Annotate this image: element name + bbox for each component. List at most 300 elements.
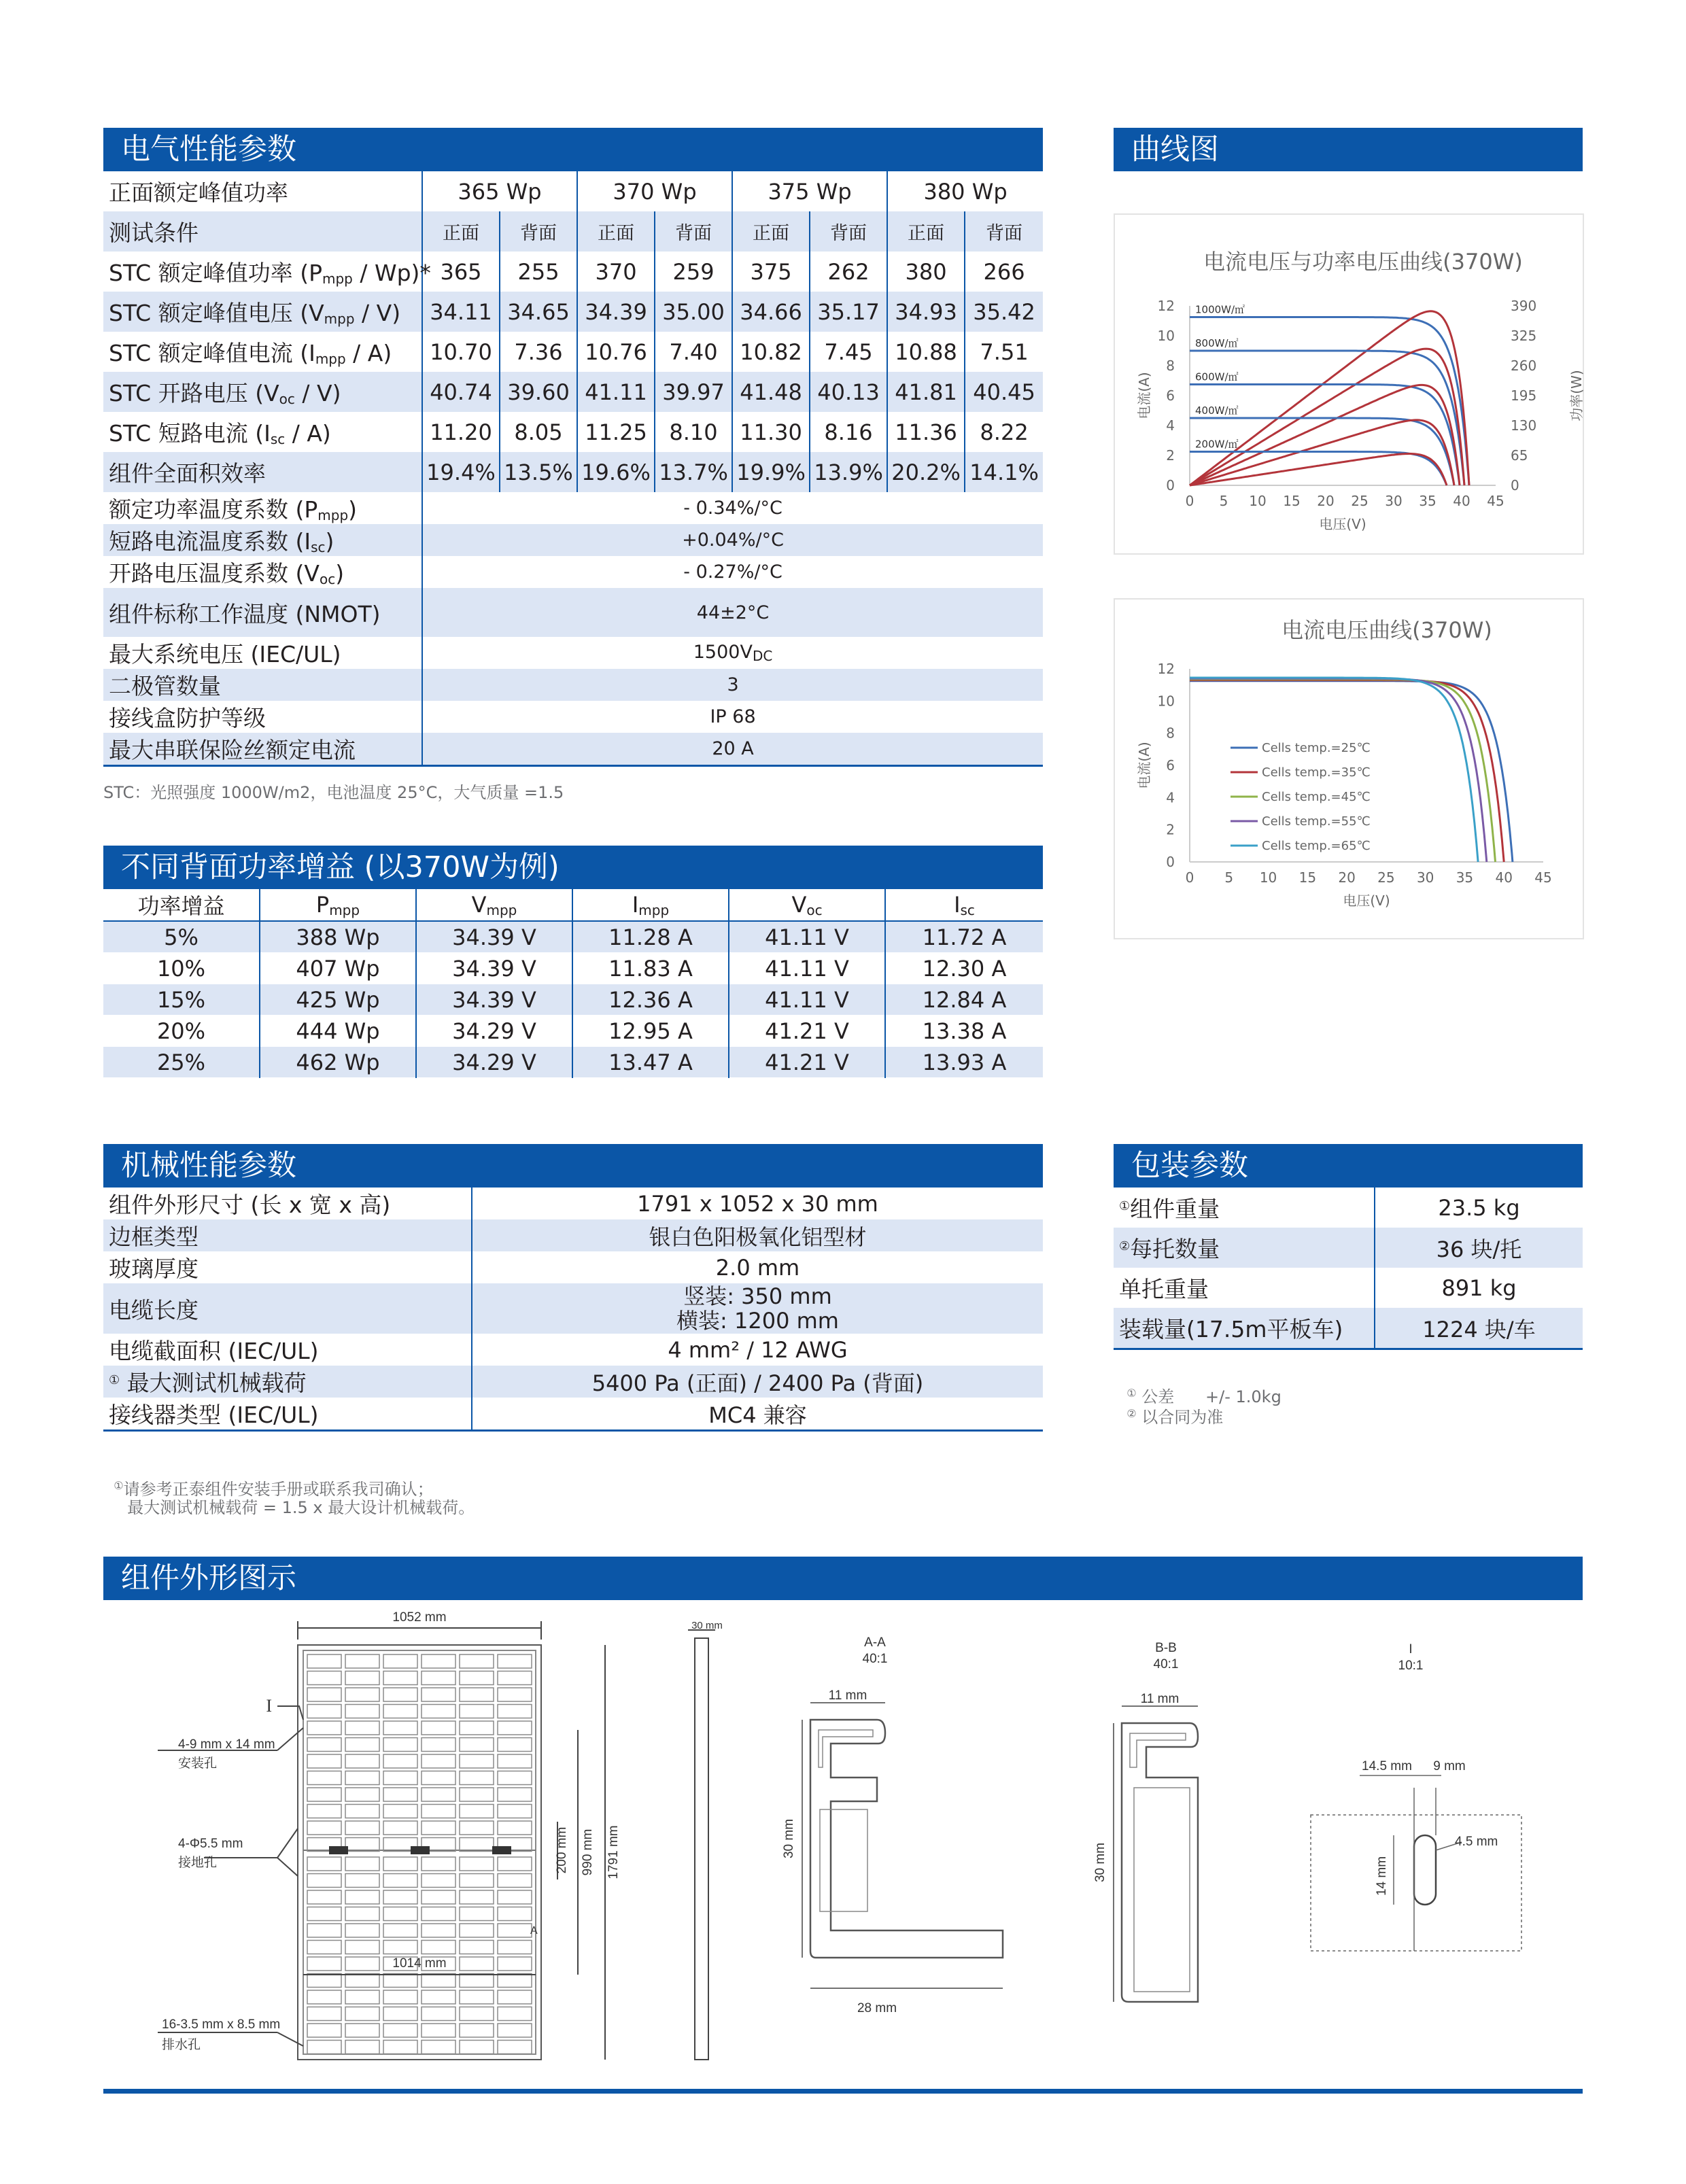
dim-28: 28 mm [857,2001,897,2015]
table-cell: 20.2% [887,452,965,492]
table-row [103,372,1043,412]
solar-cell [422,1788,455,1801]
solar-cell [422,1754,455,1768]
row-label: 组件全面积效率 [103,452,422,492]
x-tick-label: 10 [1259,869,1277,886]
table-cell: 23.5 kg [1438,1194,1520,1221]
table-cell: 365 [422,252,500,292]
solar-cell [422,1874,455,1888]
row-label-text: 每托数量 [1130,1236,1220,1262]
solar-cell [383,2024,417,2037]
dim-200: 200 mm [555,1826,569,1874]
y-tick-label: 8 [1166,358,1175,374]
note-line: 最大测试机械载荷 = 1.5 x 最大设计机械载荷。 [127,1498,475,1517]
cell-text: 1791 x 1052 x 30 mm [637,1190,878,1217]
column-header: $V_{mpp}$ [416,889,572,921]
dim-14-5: 14.5 mm [1362,1759,1412,1773]
table-cell: 41.21 V [729,1047,885,1078]
table-row [103,412,1043,452]
table-cell: 7.51 [980,339,1029,365]
table-cell [472,1251,1043,1283]
y-tick-label: 10 [1157,328,1175,344]
dim-30-a: 30 mm [782,1818,796,1859]
table-cell: 13.9% [810,452,887,492]
solar-cell [345,2007,379,2021]
table-cell: 背面 [965,211,1043,252]
table-cell: 35.00 [655,292,732,332]
column-header: $I_{sc}$ [885,889,1043,921]
solar-cell [422,1771,455,1785]
solar-cell [345,1941,379,1954]
table-cell: 19.9% [732,452,810,492]
table-cell: - 0.34%/°C [683,498,782,519]
column-header: $P_{mpp}$ [260,889,416,921]
table-cell: 370 [577,252,655,292]
table-cell: 11.30 [732,412,810,452]
row-label: STC 短路电流 $(I_{sc} / A)$ [103,412,422,452]
solar-cell [383,2041,417,2054]
solar-cell [307,1924,341,1937]
table-cell: 20 A [422,733,1043,766]
solar-cell [383,1738,417,1752]
solar-cell [460,1754,494,1768]
y-tick-label: 2 [1166,821,1175,838]
table-cell: 262 [810,252,887,292]
solar-cell [345,1754,379,1768]
section-a-marker: A [530,1925,538,1937]
solar-cell [460,1688,494,1701]
solar-cell [498,1974,532,1988]
legend-label: Cells temp.=35℃ [1262,765,1371,780]
solar-cell [460,1671,494,1685]
solar-cell [345,1821,379,1835]
cell-text: 4 mm² / 12 AWG [668,1336,848,1363]
table-cell: IP 68 [710,706,756,727]
dim-11-b: 11 mm [1140,1692,1180,1706]
solar-cell [498,1738,532,1752]
solar-cell [383,1957,417,1971]
cell-text: 5400 Pa (正面) / 2400 Pa (背面) [591,1370,924,1396]
row-label: 最大系统电压 (IEC/UL) [103,637,422,669]
table-cell: 10.76 [577,332,655,372]
table-cell: 13.38 A [885,1016,1043,1047]
solar-cell [460,1857,494,1871]
solar-cell [383,1754,417,1768]
dim-1791: 1791 mm [606,1825,621,1879]
mechanical-note [117,1475,475,1519]
table-cell: 背面 [500,211,577,252]
row-label: STC 额定峰值电压 $(V_{mpp} / V)$ [103,292,422,332]
solar-cell [460,1941,494,1954]
packaging-note [1116,1381,1223,1428]
table-cell: 36 块/托 [1375,1228,1583,1268]
solar-cell [345,1805,379,1818]
dim-11-a: 11 mm [828,1688,867,1703]
footnote-marker: ② [1126,1407,1137,1420]
solar-cell [460,2041,494,2054]
dim-990: 990 mm [581,1828,595,1876]
column-header: $V_{oc}$ [729,889,885,921]
dim-1014: 1014 mm [392,1956,447,1971]
solar-cell [460,1654,494,1668]
detail-i-scale: 10:1 [1398,1659,1424,1673]
irradiance-label: 200W/㎡ [1195,438,1239,451]
row-label [103,1283,472,1334]
footnote-marker: ① [1126,1387,1137,1400]
table-cell: 40.74 [422,372,500,412]
solar-cell [345,1990,379,2004]
table-cell [472,1219,1043,1251]
solar-cell [498,1838,532,1852]
x-tick-label: 30 [1385,493,1403,509]
table-cell: 10% [103,953,260,984]
power-class: 375 Wp [732,171,887,211]
solar-cell [460,1838,494,1852]
table-cell: 444 Wp [260,1016,416,1047]
row-label-text: 最大测试机械载荷 [126,1370,307,1396]
table-row [1114,1308,1583,1349]
solar-cell [345,1771,379,1785]
solar-cell [422,1957,455,1971]
drain-hole-dim: 16-3.5 mm x 8.5 mm [162,2017,281,2032]
solar-cell [498,1671,532,1685]
solar-cell [422,1924,455,1937]
row-label-text: 单托重量 [1119,1276,1209,1302]
power-class: 365 Wp [422,171,577,211]
solar-cell [498,1771,532,1785]
table-cell: 8.05 [500,412,577,452]
table-row [103,292,1043,332]
table-cell [472,1283,1043,1334]
row-label: 二极管数量 [103,669,422,701]
solar-cell [345,1738,379,1752]
note-line: 公差 +/- 1.0kg [1141,1387,1281,1406]
table-cell: 44±2°C [422,588,1043,637]
table-cell: 10.88 [887,332,965,372]
row-label: 最大串联保险丝额定电流 [103,733,422,766]
solar-cell [460,1721,494,1735]
table-cell: 13.47 A [572,1047,729,1078]
mount-hole-label: 安装孔 [178,1756,218,1771]
solar-cell [383,1874,417,1888]
table-cell: 8.10 [655,412,732,452]
table-row [103,524,1043,556]
x-tick-label: 10 [1249,493,1267,509]
dim-9: 9 mm [1433,1759,1466,1773]
solar-cell [383,1890,417,1904]
x-tick-label: 45 [1534,869,1552,886]
table-row [103,588,1043,637]
table-row [103,733,1043,766]
section-a-a-scale: 40:1 [862,1652,888,1666]
iv-temp-chart-box [1114,598,1584,939]
y-axis-label: 电流(A) [1136,372,1152,419]
electrical-section-header: 电气性能参数 [103,128,1043,171]
x-tick-label: 0 [1185,493,1194,509]
x-tick-label: 15 [1298,869,1317,886]
table-row [1114,1188,1583,1228]
solar-cell [345,1857,379,1871]
ground-hole-label: 接地孔 [178,1856,218,1870]
table-row [103,1188,1043,1219]
profile-b-b [1114,1706,1198,2002]
table-cell: 正面 [887,211,965,252]
x-tick-label: 0 [1185,869,1194,886]
solar-cell [383,1771,417,1785]
table-cell: 34.93 [887,292,965,332]
row-label [103,1188,472,1219]
table-cell: 11.25 [577,412,655,452]
table-cell: 7.45 [810,332,887,372]
table-cell: 34.29 V [416,1047,572,1078]
solar-cell [422,1671,455,1685]
x-tick-label: 35 [1419,493,1436,509]
solar-cell [383,1838,417,1852]
curve-section-header: 曲线图 [1114,128,1583,171]
table-cell: 34.39 V [416,984,572,1016]
solar-cell [307,2024,341,2037]
table-cell: 39.97 [655,372,732,412]
table-cell: 34.39 V [416,953,572,984]
irradiance-label: 800W/㎡ [1195,337,1239,349]
table-cell: 20% [103,1016,260,1047]
table-cell: 10.70 [422,332,500,372]
solar-cell [498,2024,532,2037]
solar-cell [498,1874,532,1888]
profile-a-a [802,1703,1003,1988]
table-cell: 266 [983,258,1025,285]
footnote-marker: ① [1119,1199,1131,1213]
table-cell: 35.17 [810,292,887,332]
packaging-section-header: 包装参数 [1114,1144,1583,1188]
solar-cell [498,1705,532,1718]
solar-cell [307,1857,341,1871]
table-cell [472,1366,1043,1398]
x-axis-label: 电压(V) [1319,516,1366,532]
solar-cell [498,2041,532,2054]
pv-curve [1190,385,1460,485]
row-label: 组件标称工作温度 (NMOT) [103,588,422,637]
solar-cell [460,1990,494,2004]
electrical-table [103,171,1043,767]
dim-30-b: 30 mm [1093,1842,1107,1883]
pv-curve [1190,454,1447,486]
solar-cell [460,1805,494,1818]
table-cell: 8.16 [810,412,887,452]
footnote-marker: ① [109,1373,120,1387]
table-row [103,171,1043,211]
solar-cell [345,1788,379,1801]
footnote-marker: ② [1119,1239,1131,1253]
irradiance-label: 600W/㎡ [1195,370,1239,383]
table-row [103,1016,1043,1047]
legend-label: Cells temp.=45℃ [1262,790,1371,804]
section-b-b: B-B [1155,1641,1177,1655]
table-cell: 13.5% [500,452,577,492]
y-tick-label: 10 [1157,693,1175,710]
table-cell: 388 Wp [260,921,416,953]
table-row [103,1283,1043,1334]
drain-hole-label: 排水孔 [162,2038,201,2052]
drawing-section-header: 组件外形图示 [103,1557,1583,1600]
solar-cell [422,1838,455,1852]
y2-tick-label: 390 [1511,298,1537,314]
y-axis-label: 电流(A) [1136,742,1152,789]
power-class: 380 Wp [923,178,1008,205]
table-row [103,669,1043,701]
detail-i-marker: I [266,1696,272,1716]
legend-label: Cells temp.=55℃ [1262,814,1371,829]
solar-cell [498,1907,532,1921]
x-tick-label: 15 [1283,493,1301,509]
solar-cell [422,1688,455,1701]
irradiance-label: 1000W/㎡ [1195,303,1245,316]
note-line: 请参考正泰组件安装手册或联系我司确认； [123,1480,434,1499]
table-cell: 255 [500,252,577,292]
solar-cell [307,1705,341,1718]
table-row [103,921,1043,953]
solar-cell [307,1671,341,1685]
table-cell: 34.65 [500,292,577,332]
table-row [103,492,1043,524]
solar-cell [383,1705,417,1718]
x-tick-label: 20 [1338,869,1356,886]
solar-cell [383,1924,417,1937]
row-label: STC 开路电压 $(V_{oc} / V)$ [103,372,422,412]
solar-cell [460,1705,494,1718]
table-cell: 41.48 [732,372,810,412]
table-cell: 41.11 V [729,921,885,953]
solar-cell [422,1857,455,1871]
row-label: 短路电流温度系数 $(I_{sc})$ [103,524,422,556]
solar-cell [307,1754,341,1768]
table-cell: 10.82 [732,332,810,372]
solar-cell [498,1688,532,1701]
table-row [103,1366,1043,1398]
solar-cell [307,1721,341,1735]
detail-i-label: I [1409,1642,1413,1657]
solar-cell [345,1924,379,1937]
solar-cell [460,1957,494,1971]
table-cell: 41.11 V [729,953,885,984]
cell-line: 竖装: 350 mm [683,1283,832,1309]
row-label-text: 边框类型 [109,1224,199,1250]
table-cell: 19.6% [577,452,655,492]
solar-cell [498,1857,532,1871]
table-cell: 34.39 V [416,921,572,953]
solar-cell [460,1788,494,1801]
table-row [103,953,1043,984]
table-cell: 25% [103,1047,260,1078]
solar-cell [498,1924,532,1937]
gain-section-header: 不同背面功率增益 (以370W为例) [103,846,1043,889]
table-cell: 正面 [732,211,810,252]
row-label [103,1251,472,1283]
x-tick-label: 30 [1416,869,1434,886]
dim-4-5: 4.5 mm [1455,1835,1498,1849]
y-tick-label: 2 [1166,447,1175,464]
solar-cell [460,1874,494,1888]
row-label-text: 电缆长度 [109,1296,199,1323]
table-row [103,1047,1043,1078]
row-label: 接线盒防护等级 [103,701,422,733]
chart-title: 电流电压与功率电压曲线(370W) [1203,249,1523,275]
solar-cell [422,1907,455,1921]
column-header: $I_{mpp}$ [572,889,729,921]
table-cell: 41.81 [887,372,965,412]
solar-cell [422,2024,455,2037]
solar-cell [383,1821,417,1835]
table-cell: 39.60 [500,372,577,412]
y2-tick-label: 325 [1511,328,1537,344]
table-cell [472,1398,1043,1431]
x-tick-label: 5 [1219,493,1228,509]
row-label [1114,1308,1375,1349]
table-cell: 40.13 [810,372,887,412]
mechanical-table [103,1188,1043,1432]
table-cell: 11.83 A [572,953,729,984]
y-tick-label: 6 [1166,387,1175,404]
dim-width: 1052 mm [392,1610,447,1625]
row-label: 正面额定峰值功率 [103,171,422,211]
solar-cell [345,1974,379,1988]
stc-note: STC：光照强度 1000W/m2，电池温度 25°C，大气质量 =1.5 [103,783,564,802]
solar-cell [460,1821,494,1835]
y-tick-label: 4 [1166,417,1175,434]
solar-cell [307,1838,341,1852]
table-row [103,332,1043,372]
solar-cell [307,1890,341,1904]
solar-cell [498,1805,532,1818]
row-label-text: 电缆截面积 (IEC/UL) [109,1338,319,1364]
table-cell: 41.21 V [729,1016,885,1047]
table-cell: 462 Wp [260,1047,416,1078]
solar-cell [498,1654,532,1668]
solar-cell [383,1805,417,1818]
row-label [1114,1268,1375,1308]
solar-cell [460,2007,494,2021]
solar-cell [498,1754,532,1768]
table-cell: 407 Wp [260,953,416,984]
solar-cell [307,1788,341,1801]
table-row [103,1334,1043,1366]
cell-text: 2.0 mm [715,1254,800,1281]
table-cell: 14.1% [965,452,1043,492]
table-row [103,701,1043,733]
table-cell [472,1188,1043,1219]
solar-cell [307,1738,341,1752]
x-tick-label: 5 [1224,869,1234,886]
solar-cell [498,1721,532,1735]
y-tick-label: 8 [1166,725,1175,742]
table-cell: 19.4% [422,452,500,492]
solar-cell [422,1705,455,1718]
iv-pv-chart-box [1114,213,1584,555]
y2-tick-label: 0 [1511,477,1519,493]
solar-cell [422,1821,455,1835]
note-line: 以合同为准 [1141,1408,1224,1427]
x-tick-label: 25 [1377,869,1395,886]
mount-hole-dim: 4-9 mm x 14 mm [178,1737,275,1752]
solar-cell [460,1974,494,1988]
row-label: 测试条件 [103,211,422,252]
x-tick-label: 40 [1495,869,1513,886]
row-label-text: 组件重量 [1130,1196,1220,1222]
solar-cell [498,1821,532,1835]
solar-cell [422,1738,455,1752]
table-cell: 259 [655,252,732,292]
solar-cell [460,1738,494,1752]
